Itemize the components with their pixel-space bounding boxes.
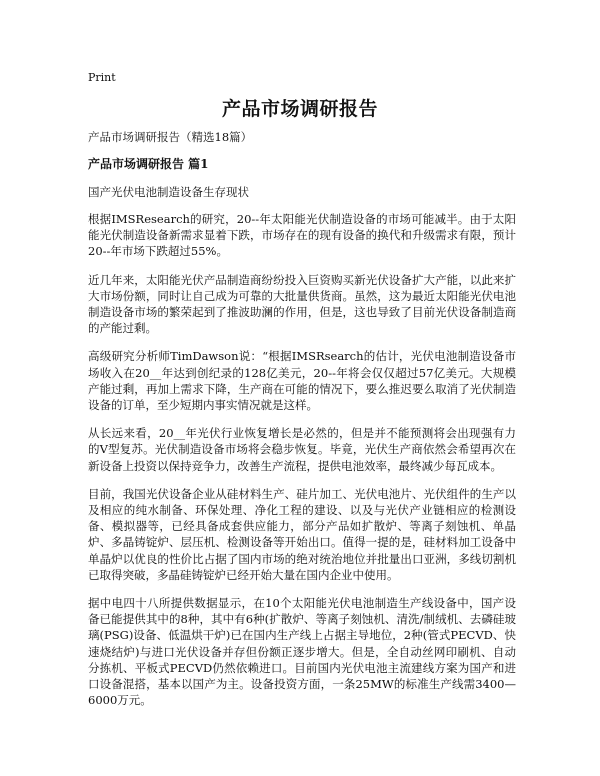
paragraph-4: 从长远来看，20__年光伏行业恢复增长是必然的，但是并不能预测将会出现强有力的V型复苏。光伏制造设备市场将会稳步恢复。毕竟，光伏生产商依然会希望再次在新设备上投资以保持竞争力，改善生产流程，提供电池效率，最终减少每瓦成本。 — [88, 426, 516, 473]
document-title: 产品市场调研报告 — [221, 98, 378, 120]
paragraph-2: 近几年来，太阳能光伏产品制造商纷纷投入巨资购买新光伏设备扩大产能，以此来扩大市场份额，同时让自己成为可靠的大批量供货商。虽然，这为最近太阳能光伏电池制造设备市场的繁荣起到了推波助澜的作用，但是，这也导致了目前光伏设备制造商的产能过剩。 — [88, 272, 516, 336]
paragraph-1: 根据IMSResearch的研究，20--年太阳能光伏制造设备的市场可能减半。由于太阳能光伏制造设备新需求显着下跌，市场存在的现有设备的换代和升级需求有限，预计20--年市场下跌超过55%。 — [88, 212, 516, 259]
topic-line: 国产光伏电池制造设备生存现状 — [88, 185, 249, 199]
print-label[interactable]: Print — [88, 71, 116, 84]
paragraph-5: 目前，我国光伏设备企业从硅材料生产、硅片加工、光伏电池片、光伏组件的生产以及相应的纯水制备、环保处理、净化工程的建设、以及与光伏产业链相应的检测设备、模拟器等，已经具备成套供应能力，部分产品如扩散炉、等离子刻蚀机、单晶炉、多晶铸锭炉、层压机、检测设备等开始出口。值得一提的是，硅材料加工设备中单晶炉以优良的性价比占据了国内市场的绝对统治地位并批量出口亚洲，多线切割机已取得突破，多晶硅铸锭炉已经开始大量在国内企业中使用。 — [88, 486, 516, 582]
paragraph-6: 据中电四十八所提供数据显示，在10个太阳能光伏电池制造生产线设备中，国产设备已能提供其中的8种，其中有6种(扩散炉、等离子刻蚀机、清洗/制绒机、去磷硅玻璃(PSG)设备、低温烘干炉)已在国内生产线上占据主导地位，2种(管式PECVD、快速烧结炉)与进口光伏设备并存但份额正逐步增大。但是，全自动丝网印刷机、自动分拣机、平板式PECVD仍然依赖进口。目前国内光伏电池主流建线方案为国产和进口设备混搭，基本以国产为主。设备投资方面，一条25MW的标准生产线需3400—6000万元。 — [88, 596, 516, 708]
document-subtitle: 产品市场调研报告（精选18篇） — [88, 130, 253, 144]
paragraph-3: 高级研究分析师TimDawson说：“根据IMSRsearch的估计，光伏电池制造设备市场收入在20__年达到创纪录的128亿美元，20--年将会仅仅超过57亿美元。大规模产能过剩，再加上需求下降，生产商在可能的情况下，要么推迟要么取消了光伏制造设备的订单，至少短期内事实情况就是这样。 — [88, 349, 516, 413]
document-body — [88, 129, 516, 720]
section-heading: 产品市场调研报告 篇1 — [88, 157, 209, 171]
